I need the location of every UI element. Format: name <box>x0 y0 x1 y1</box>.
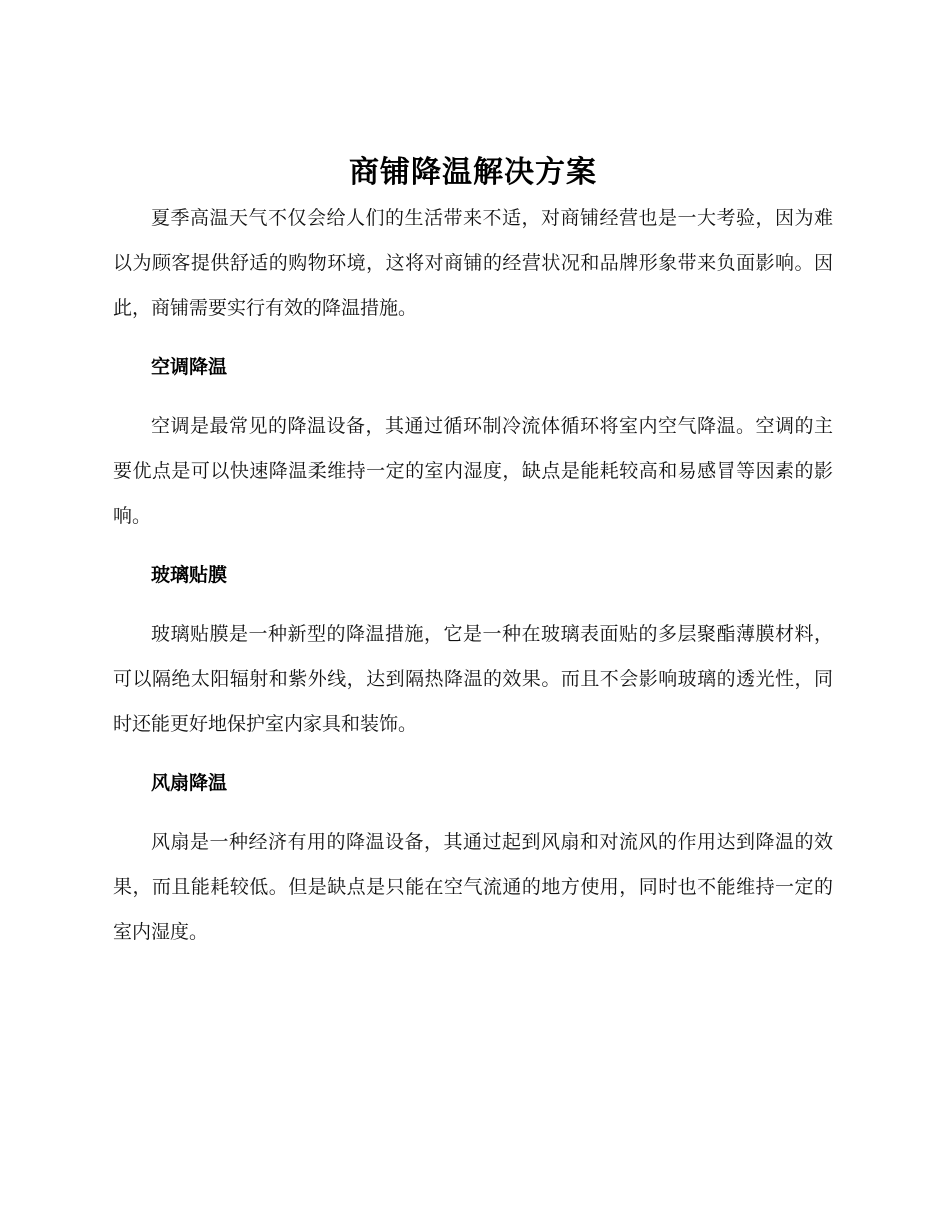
intro-paragraph: 夏季高温天气不仅会给人们的生活带来不适，对商铺经营也是一大考验，因为难以为顾客提供舒适的购物环境，这将对商铺的经营状况和品牌形象带来负面影响。因此，商铺需要实行有效的降温措施。 <box>113 207 833 319</box>
section-body-window-film: 玻璃贴膜是一种新型的降温措施，它是一种在玻璃表面贴的多层聚酯薄膜材料，可以隔绝太阳辐射和紫外线，达到隔热降温的效果。而且不会影响玻璃的透光性，同时还能更好地保护室内家具和装饰。 <box>113 623 833 735</box>
section-heading-air-conditioning: 空调降温 <box>151 356 228 378</box>
document-title: 商铺降温解决方案 <box>349 155 597 190</box>
section-heading-window-film: 玻璃贴膜 <box>151 564 228 586</box>
document-page <box>113 150 833 955</box>
section-body-fan-cooling: 风扇是一种经济有用的降温设备，其通过起到风扇和对流风的作用达到降温的效果，而且能耗较低。但是缺点是只能在空气流通的地方使用，同时也不能维持一定的室内湿度。 <box>113 831 833 943</box>
section-heading-fan-cooling: 风扇降温 <box>151 772 228 794</box>
section-body-air-conditioning: 空调是最常见的降温设备，其通过循环制冷流体循环将室内空气降温。空调的主要优点是可以快速降温柔维持一定的室内湿度，缺点是能耗较高和易感冒等因素的影响。 <box>113 415 833 527</box>
